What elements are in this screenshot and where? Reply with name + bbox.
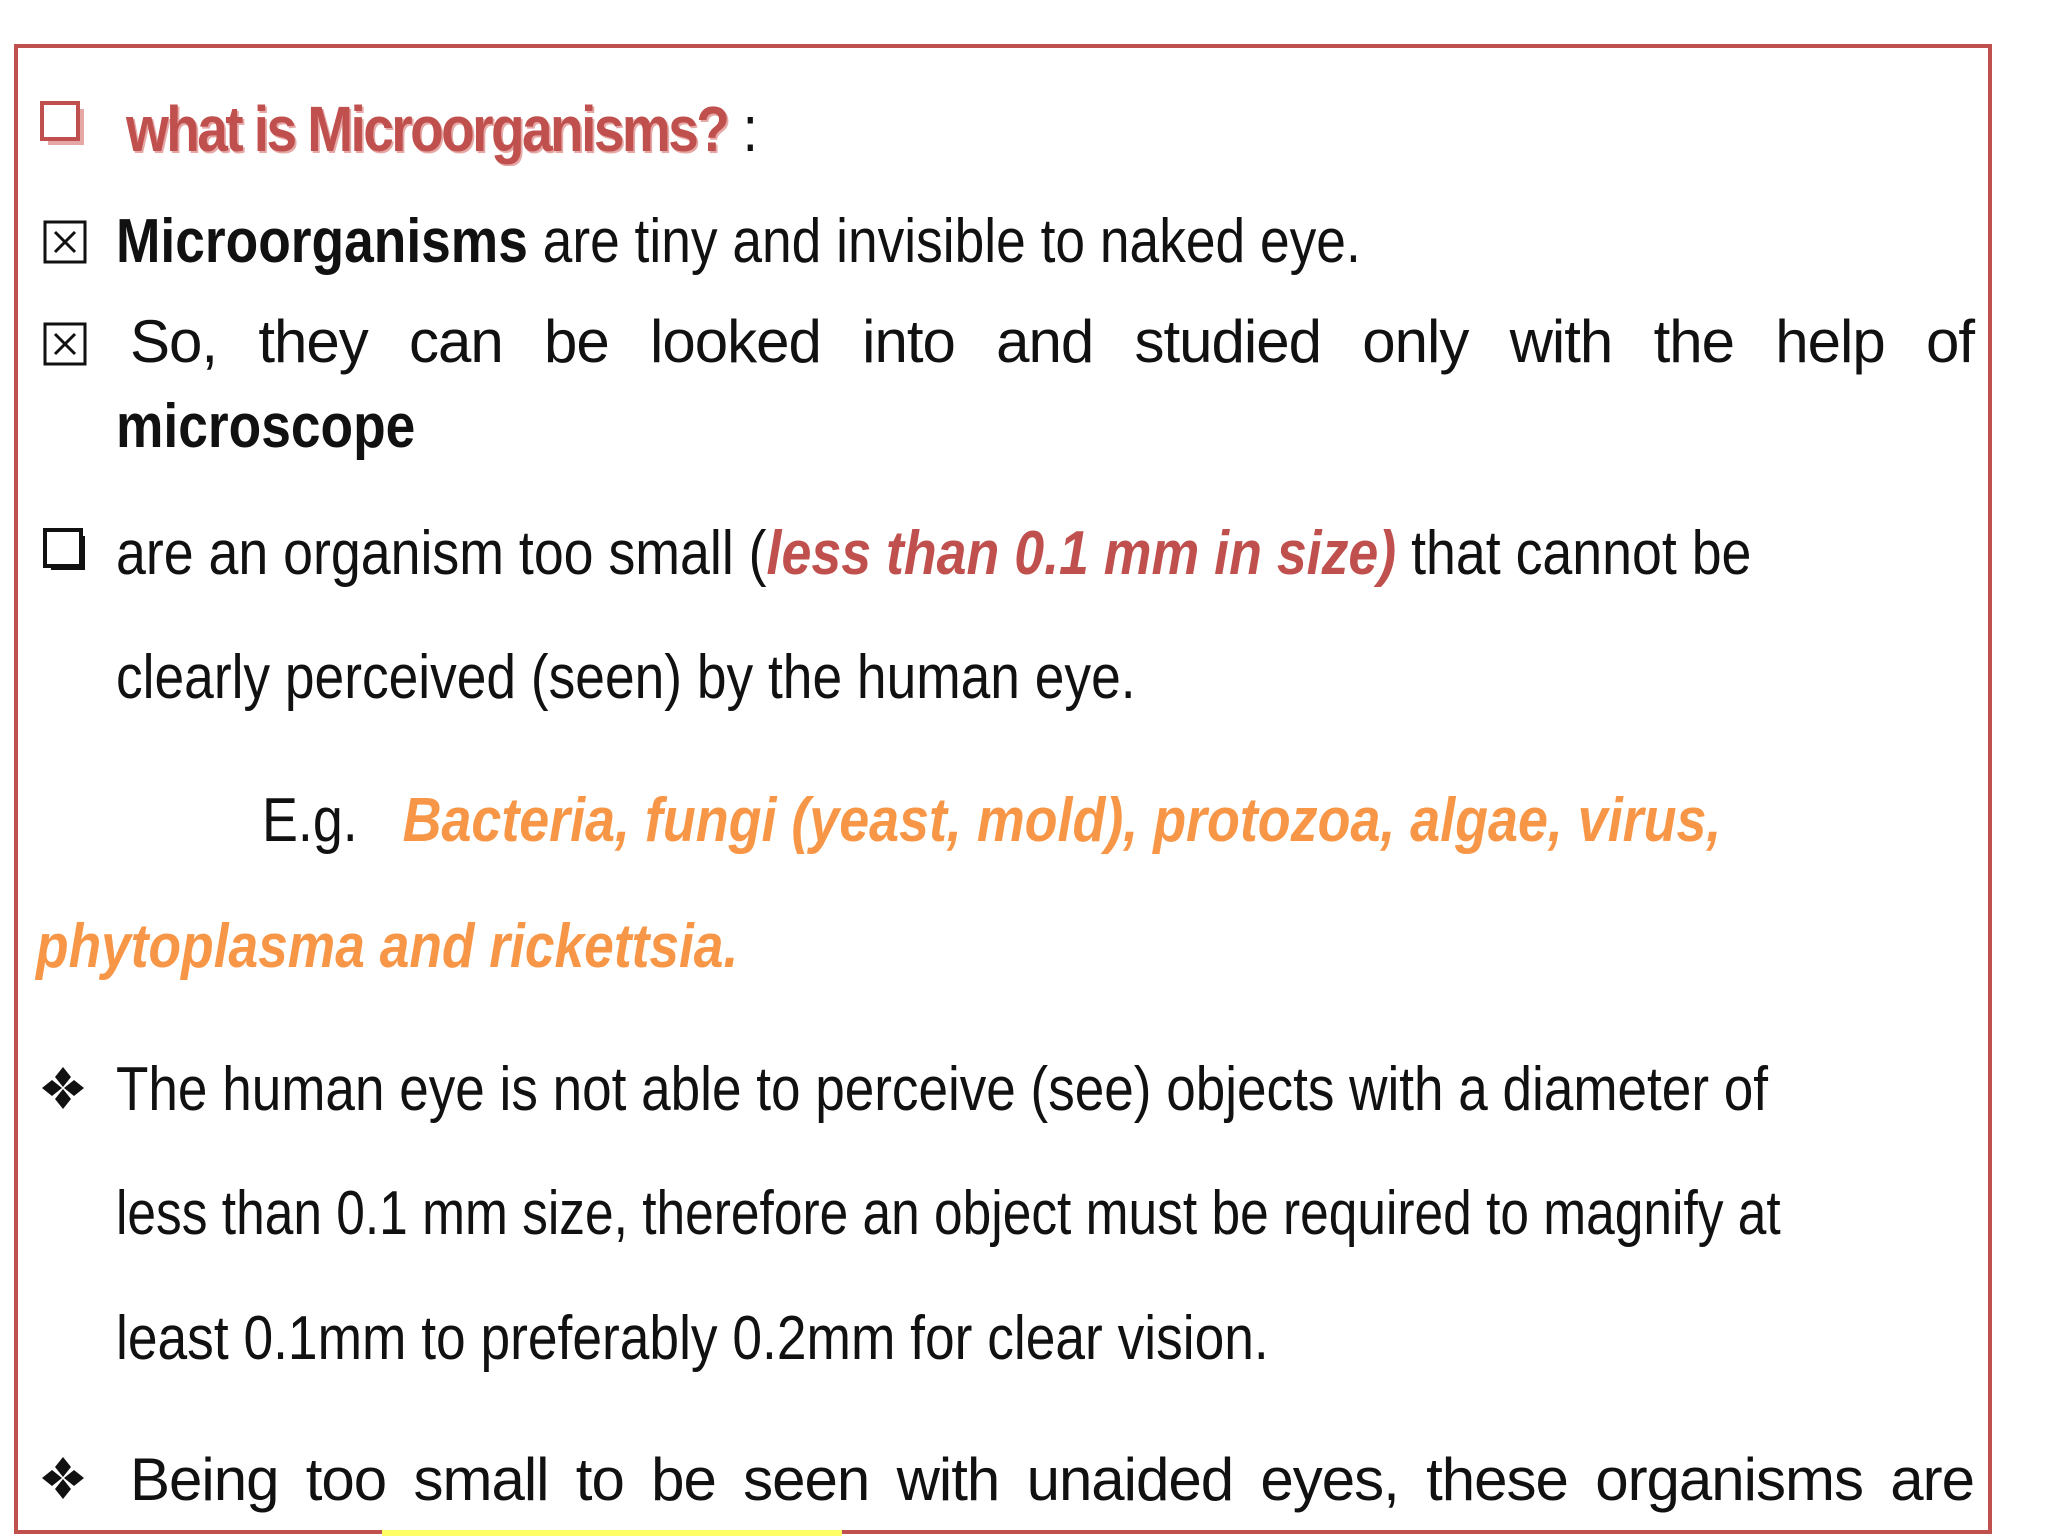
bullet-2-text: So, they can be looked into and studied only with the help of [130,308,1974,375]
term-microscope: microscope [116,392,416,461]
bullet-1 [116,205,1361,279]
bullet-4-line-2 [116,1177,1781,1251]
eg-label: E.g. [262,786,358,855]
bullet-1-text: are tiny and invisible to naked eye. [542,207,1361,276]
highlight-mark [382,1530,842,1536]
bullet-4-text-2: less than 0.1 mm size, therefore an object must be required to magnify at [116,1179,1781,1248]
examples-list-end: phytoplasma and rickettsia. [36,912,739,981]
bullet-4-line-1 [116,1053,1768,1127]
bullet-5-text: Being too small to be seen with unaided eyes, these organisms are [130,1446,1974,1513]
bullet-3-text: clearly perceived (seen) by the human eye. [116,643,1136,712]
bullet-3-prefix: are an organism too small ( [116,519,767,588]
bullet-3-suffix: that cannot be [1396,519,1752,588]
bullet-2-line-2 [116,390,415,464]
page-title [126,92,758,166]
bullet-4-line-3 [116,1302,1269,1376]
bullet-4-text-3: least 0.1mm to preferably 0.2mm for clear vision. [116,1304,1269,1373]
bullet-2-line-1 [130,305,1974,379]
bullet-4-text: The human eye is not able to perceive (see) objects with a diameter of [116,1055,1768,1124]
checkbox-x-icon [42,321,88,367]
diamond-star-icon [40,1455,86,1501]
bullet-3-line-2 [116,641,1136,715]
bullet-5-line-1 [130,1443,1974,1517]
size-highlight: less than 0.1 mm in size) [766,519,1397,588]
checkbox-x-icon [42,219,88,265]
heading-text: what is Microorganisms? [126,93,728,165]
square-bullet-icon [40,101,86,147]
examples-list: Bacteria, fungi (yeast, mold), protozoa, algae, virus, [402,786,1722,855]
square-bullet-icon [42,527,88,573]
bullet-3-line-1 [116,517,1751,591]
examples-line-1 [262,784,1721,858]
diamond-star-icon [40,1065,86,1111]
heading-colon: : [742,93,758,165]
term-microorganisms: Microorganisms [116,207,528,276]
examples-line-2 [36,910,738,984]
